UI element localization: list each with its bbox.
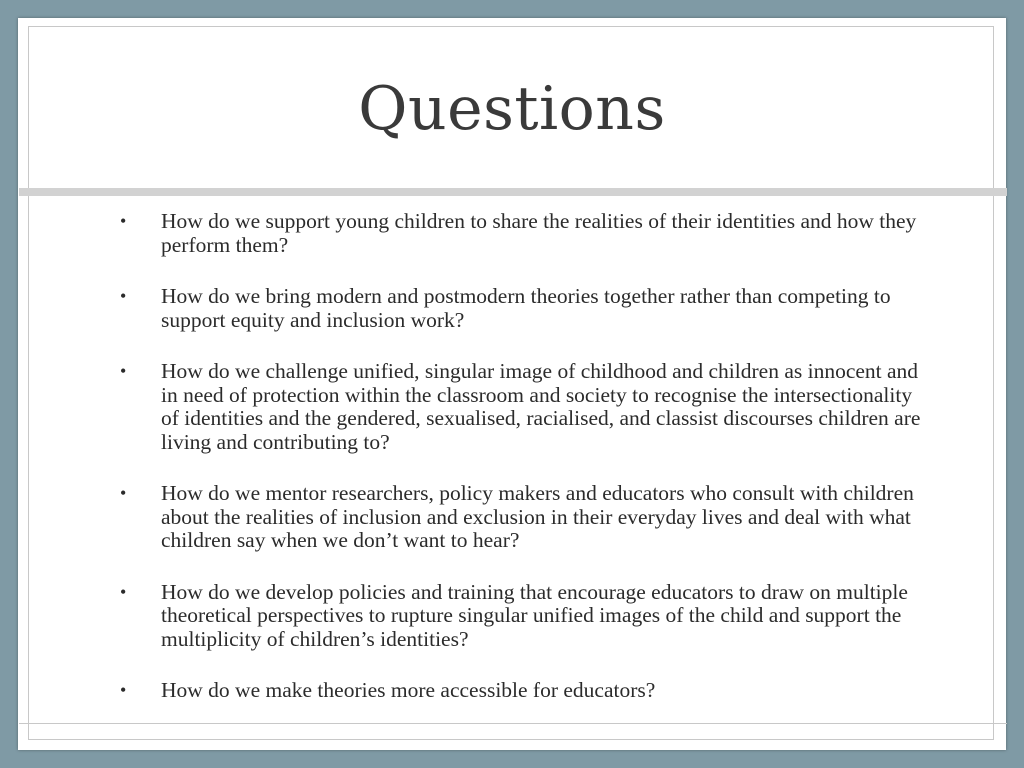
bullet-item-6	[109, 679, 929, 703]
bullet-text: How do we challenge unified, singular image of childhood and children as innocent and in need of protection within the classroom and society to recognise the intersectionality of identities and the gendered, sexualised, racialised, and classist discourses children are living and contributing to?	[161, 359, 921, 454]
bullet-icon: •	[120, 680, 127, 700]
bullet-text: How do we bring modern and postmodern theories together rather than competing to support equity and inclusion work?	[161, 284, 891, 332]
bullet-text: How do we support young children to share the realities of their identities and how they perform them?	[161, 209, 917, 257]
bullet-item-2	[109, 285, 929, 332]
title-divider	[19, 188, 1007, 196]
bullet-icon: •	[120, 361, 127, 381]
bullet-list	[109, 210, 929, 731]
bullet-text: How do we mentor researchers, policy makers and educators who consult with children about the realities of inclusion and exclusion in their everyday lives and deal with what children say when we don’t want to hear?	[161, 481, 914, 552]
slide	[18, 18, 1006, 750]
slide-title: Questions	[358, 74, 666, 144]
bullet-item-1	[109, 210, 929, 257]
footer-divider	[19, 723, 1007, 724]
bullet-icon: •	[120, 286, 127, 306]
bullet-item-4	[109, 482, 929, 553]
bullet-text: How do we make theories more accessible for educators?	[161, 678, 656, 702]
bullet-icon: •	[120, 211, 127, 231]
bullet-icon: •	[120, 483, 127, 503]
title-area	[29, 27, 995, 185]
bullet-text: How do we develop policies and training that encourage educators to draw on multiple theoretical perspectives to rupture singular unified images of the child and support the multiplicity of children’s identities?	[161, 579, 908, 651]
bullet-icon: •	[120, 581, 127, 602]
bullet-item-3	[109, 360, 929, 454]
bullet-item-5	[109, 581, 929, 652]
slide-frame	[28, 26, 994, 740]
